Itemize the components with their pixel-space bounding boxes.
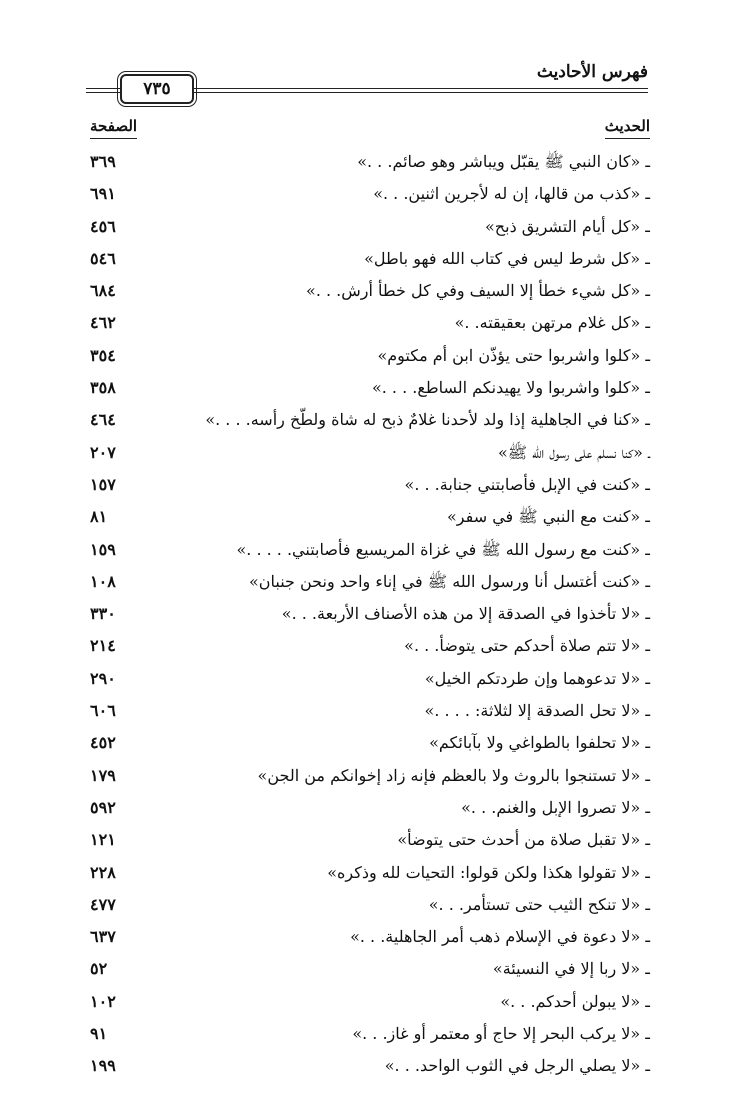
page-ref: ٣٥٤ (90, 345, 116, 365)
page-ref: ٣٦٩ (90, 152, 116, 171)
hadith-text: ـ «لا تحلفوا بالطواغي ولا بآبائكم» (429, 733, 650, 753)
page-ref: ١٢١ (90, 830, 116, 850)
page-ref: ١٩٩ (90, 1056, 116, 1076)
page-ref: ٤٦٢ (90, 313, 116, 333)
list-item (0, 891, 752, 923)
page-ref: ٥٩٢ (90, 797, 116, 817)
hadith-text: ـ «لا يركب البحر إلا حاج أو معتمر أو غاز. . .» (352, 1024, 650, 1044)
list-item (0, 471, 752, 503)
hadith-text: ـ «كلوا واشربوا حتى يؤذّن ابن أم مكتوم» (377, 345, 650, 365)
list-item (0, 632, 752, 664)
page-ref: ٢١٤ (90, 636, 116, 656)
hadith-text: ـ «لا تنكح الثيب حتى تستأمر. . .» (428, 894, 650, 914)
hadith-text: ـ «كل أيام التشريق ذبح» (485, 216, 650, 236)
hadith-text: ـ «لا تدعوهما وإن طردتكم الخيل» (424, 668, 650, 688)
column-header-hadith: الحديث (605, 117, 650, 139)
hadith-text: ـ «كل غلام مرتهن بعقيقته. .» (454, 313, 650, 333)
list-item (0, 309, 752, 341)
list-item (0, 180, 752, 212)
list-item (0, 729, 752, 761)
hadith-text: ـ «كل شيء خطأ إلا السيف وفي كل خطأ أرش. . .» (306, 281, 650, 301)
hadith-text: ـ «لا تتم صلاة أحدكم حتى يتوضأ. . .» (404, 636, 650, 656)
list-item (0, 213, 752, 245)
running-title: فهرس الأحاديث (536, 62, 648, 82)
list-item (0, 503, 752, 535)
hadith-text: ـ «كان النبي ﷺ يقبّل ويباشر وهو صائم. . .» (357, 152, 650, 171)
page-ref: ٩١ (90, 1024, 108, 1044)
list-item (0, 859, 752, 891)
list-item (0, 148, 752, 180)
hadith-text: ـ «لا تقبل صلاة من أحدث حتى يتوضأ» (397, 830, 650, 850)
page-ref: ٤٦٤ (90, 410, 116, 430)
list-item (0, 536, 752, 568)
hadith-text: ـ «كنت مع النبي ﷺ في سفر» (447, 507, 650, 527)
hadith-text: ـ «كنا في الجاهلية إذا ولد لأحدنا غلامٌ ذبح له شاة ولطّخ رأسه. . . .» (205, 410, 650, 430)
hadith-text: ـ «كنت في الإبل فأصابتني جنابة. . .» (404, 474, 650, 494)
page-ref: ٢٠٧ (90, 442, 116, 462)
list-item (0, 955, 752, 987)
hadith-text: ـ «لا تحل الصدقة إلا لثلاثة: . . . .» (424, 701, 650, 721)
page-ref: ٤٥٦ (90, 216, 116, 236)
list-item (0, 762, 752, 794)
hadith-text: ـ «لا تأخذوا في الصدقة إلا من هذه الأصناف الأربعة. . .» (281, 604, 650, 624)
page-ref: ١٧٩ (90, 765, 116, 785)
page-ref: ٦٩١ (90, 184, 116, 204)
page-ref: ٦٨٤ (90, 281, 116, 301)
hadith-text: ـ «لا دعوة في الإسلام ذهب أمر الجاهلية. . .» (350, 927, 650, 947)
page-ref: ٢٢٨ (90, 862, 116, 882)
page-ref: ٢٩٠ (90, 668, 116, 688)
list-item (0, 923, 752, 955)
list-item (0, 374, 752, 406)
hadith-text: ـ «لا يصلي الرجل في الثوب الواحد. . .» (384, 1056, 650, 1076)
list-item (0, 439, 752, 471)
list-item (0, 1020, 752, 1052)
list-item (0, 1052, 752, 1084)
hadith-text: ـ «كلوا واشربوا ولا يهيدنكم الساطع. . . .» (371, 378, 650, 398)
list-item (0, 406, 752, 438)
page-header (86, 62, 648, 102)
hadith-text: ـ «لا تصروا الإبل والغنم. . .» (461, 797, 650, 817)
hadith-text: ـ «كنا نسلم على رسول الله ﷺ» (497, 442, 650, 462)
page-ref: ٣٣٠ (90, 604, 116, 624)
hadith-text: ـ «لا تستنجوا بالروث ولا بالعظم فإنه زاد إخوانكم من الجن» (257, 765, 650, 785)
column-header-page: الصفحة (90, 117, 137, 139)
page-ref: ٤٥٢ (90, 733, 116, 753)
page-ref: ٥٤٦ (90, 248, 116, 268)
list-item (0, 277, 752, 309)
hadith-index-list (0, 148, 752, 1085)
hadith-text: ـ «كل شرط ليس في كتاب الله فهو باطل» (364, 248, 650, 268)
page-number: ٧٣٥ (120, 74, 194, 104)
page-ref: ٨١ (90, 507, 108, 527)
page-ref: ٣٥٨ (90, 378, 116, 398)
list-item (0, 245, 752, 277)
list-item (0, 988, 752, 1020)
hadith-text: ـ «لا يبولن أحدكم. . .» (500, 991, 650, 1011)
hadith-text: ـ «كذب من قالها، إن له لأجرين اثنين. . .» (373, 184, 650, 204)
page-ref: ١٠٢ (90, 991, 116, 1011)
hadith-text: ـ «لا ربا إلا في النسيئة» (492, 959, 650, 979)
page-ref: ٦٣٧ (90, 927, 116, 947)
list-item (0, 568, 752, 600)
page-ref: ١٥٩ (90, 539, 116, 559)
page-ref: ٥٢ (90, 959, 108, 979)
list-item (0, 697, 752, 729)
hadith-text: ـ «لا تقولوا هكذا ولكن قولوا: التحيات لله وذكره» (327, 862, 650, 882)
list-item (0, 600, 752, 632)
page-ref: ٦٠٦ (90, 701, 116, 721)
page-ref: ٤٧٧ (90, 894, 116, 914)
hadith-text: ـ «كنت مع رسول الله ﷺ في غزاة المريسيع فأصابتني. . . . .» (236, 539, 650, 559)
list-item (0, 665, 752, 697)
page-ref: ١٠٨ (90, 571, 116, 591)
page-ref: ١٥٧ (90, 474, 116, 494)
list-item (0, 794, 752, 826)
list-item (0, 342, 752, 374)
hadith-text: ـ «كنت أغتسل أنا ورسول الله ﷺ في إناء واحد ونحن جنبان» (248, 571, 650, 591)
list-item (0, 826, 752, 858)
